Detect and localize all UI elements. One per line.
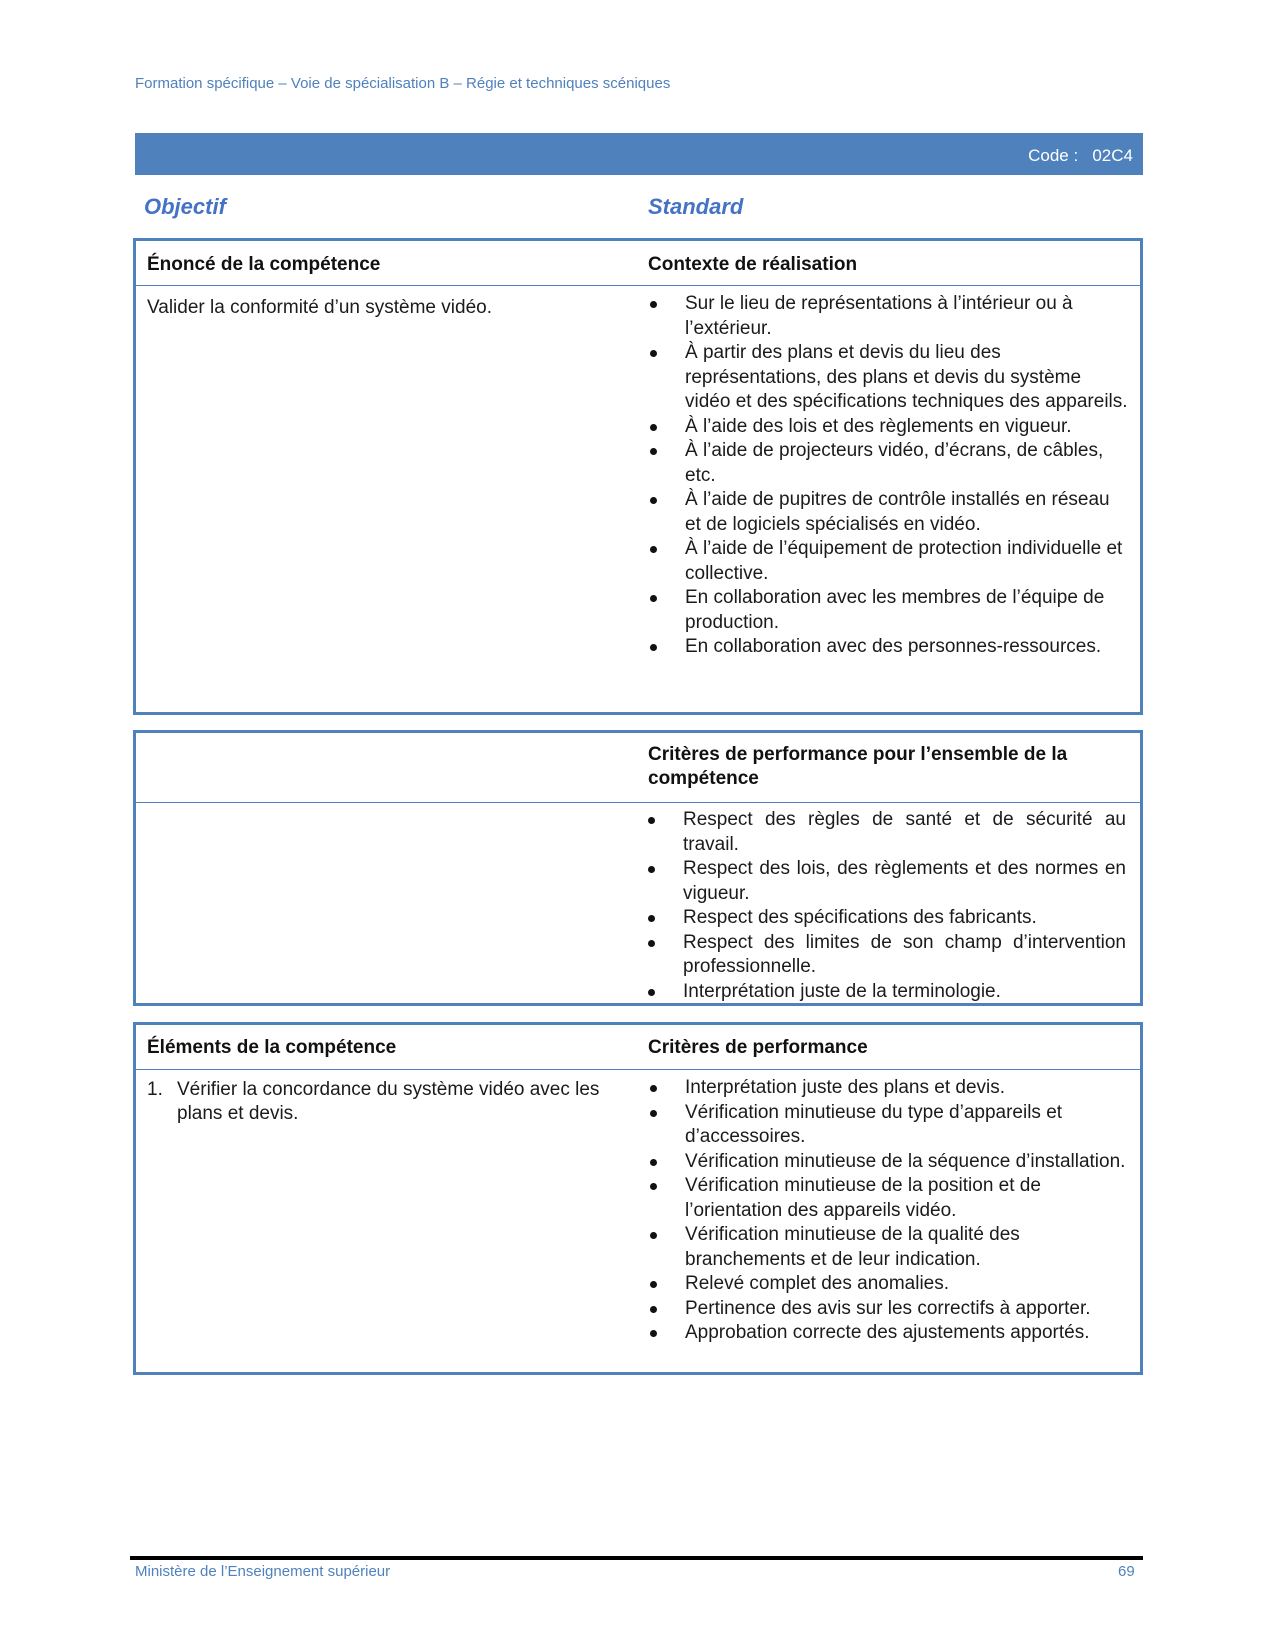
standard-label: Standard — [648, 194, 744, 219]
overall-criterion-item: Respect des spécifications des fabricants. — [646, 906, 1126, 931]
performance-criterion-item: Relevé complet des anomalies. — [648, 1272, 1128, 1297]
performance-criterion-item: Vérification minutieuse de la qualité des branchements et de leur indication. — [648, 1223, 1128, 1272]
objective-label: Objectif — [144, 194, 226, 219]
competence-table — [133, 238, 1143, 715]
overall-criterion-item: Respect des règles de santé et de sécurité au travail. — [646, 808, 1126, 857]
competence-statement: Valider la conformité d’un système vidéo. — [147, 297, 492, 318]
performance-criteria-heading: Critères de performance — [648, 1037, 868, 1058]
page-number: 69 — [1118, 1563, 1135, 1580]
context-item: À l’aide des lois et des règlements en vigueur. — [648, 415, 1128, 440]
context-item: À l’aide de pupitres de contrôle installés en réseau et de logiciels spécialisés en vidéo. — [648, 488, 1128, 537]
context-list — [648, 292, 1128, 660]
context-heading: Contexte de réalisation — [648, 254, 858, 275]
competency-code: Code : 02C4 — [1028, 146, 1133, 165]
overall-criteria-heading: Critères de performance pour l’ensemble de la compétence — [648, 744, 1068, 789]
element-text: Vérifier la concordance du système vidéo avec les plans et devis. — [177, 1079, 600, 1124]
performance-criterion-item: Vérification minutieuse de la position et de l’orientation des appareils vidéo. — [648, 1174, 1128, 1223]
code-banner — [133, 133, 1143, 175]
running-header: Formation spécifique – Voie de spécialisation B – Régie et techniques scéniques — [135, 75, 671, 92]
overall-criteria-header — [136, 733, 1140, 803]
performance-criterion-item: Pertinence des avis sur les correctifs à apporter. — [648, 1297, 1128, 1322]
elements-table-header — [136, 1025, 1140, 1070]
performance-criterion-item: Interprétation juste des plans et devis. — [648, 1076, 1128, 1101]
performance-criterion-item: Approbation correcte des ajustements apportés. — [648, 1321, 1128, 1346]
context-item: À partir des plans et devis du lieu des représentations, des plans et devis du système vidéo et des spécifications techniques des appareils. — [648, 341, 1128, 415]
context-item: À l’aide de projecteurs vidéo, d’écrans, de câbles, etc. — [648, 439, 1128, 488]
overall-criterion-item: Respect des lois, des règlements et des normes en vigueur. — [646, 857, 1126, 906]
element-item — [147, 1078, 617, 1126]
context-item: À l’aide de l’équipement de protection individuelle et collective. — [648, 537, 1128, 586]
context-item: En collaboration avec les membres de l’équipe de production. — [648, 586, 1128, 635]
overall-criterion-item: Respect des limites de son champ d’intervention professionnelle. — [646, 931, 1126, 980]
competence-table-header — [136, 241, 1140, 286]
overall-criteria-list — [646, 808, 1126, 1004]
performance-criterion-item: Vérification minutieuse du type d’appareils et d’accessoires. — [648, 1101, 1128, 1150]
elements-table — [133, 1022, 1143, 1375]
performance-criterion-item: Vérification minutieuse de la séquence d’installation. — [648, 1150, 1128, 1175]
element-number: 1. — [147, 1079, 163, 1100]
performance-criteria-list — [648, 1076, 1128, 1346]
competence-statement-heading: Énoncé de la compétence — [147, 254, 381, 275]
elements-heading: Éléments de la compétence — [147, 1037, 397, 1058]
footer-ministry: Ministère de l’Enseignement supérieur — [135, 1563, 391, 1580]
footer-rule — [130, 1556, 1143, 1560]
overall-criterion-item: Interprétation juste de la terminologie. — [646, 980, 1126, 1005]
context-item: Sur le lieu de représentations à l’intérieur ou à l’extérieur. — [648, 292, 1128, 341]
overall-criteria-table — [133, 730, 1143, 1006]
context-item: En collaboration avec des personnes-ressources. — [648, 635, 1128, 660]
